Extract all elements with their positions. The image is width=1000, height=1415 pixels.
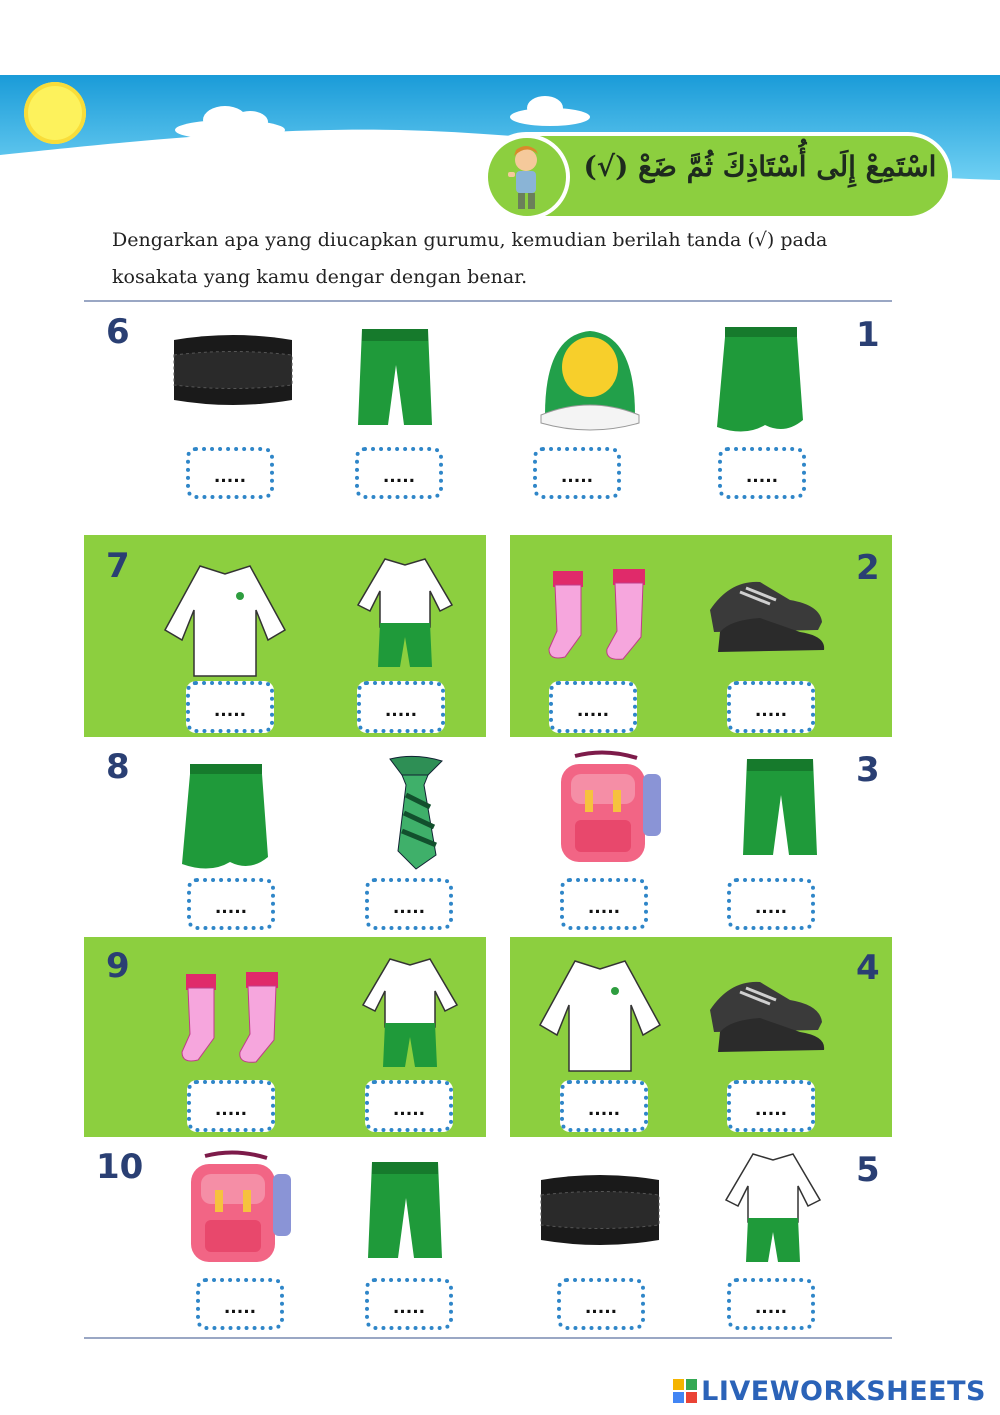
backpack-icon bbox=[545, 750, 675, 870]
pants-icon bbox=[330, 325, 460, 445]
answer-box[interactable]: ..... bbox=[718, 447, 806, 499]
uniform-icon bbox=[340, 555, 470, 675]
peci-icon bbox=[535, 1170, 665, 1290]
uniform-icon bbox=[345, 955, 475, 1075]
answer-box[interactable]: ..... bbox=[187, 1080, 275, 1132]
group-number: 2 bbox=[856, 548, 880, 588]
group-number: 9 bbox=[106, 946, 130, 986]
sun-icon bbox=[24, 82, 86, 144]
instruction-line-2: kosakata yang kamu dengar dengan benar. bbox=[112, 266, 528, 288]
answer-box[interactable]: ..... bbox=[560, 1080, 648, 1132]
socks-icon bbox=[535, 565, 665, 685]
group-number: 3 bbox=[856, 750, 880, 790]
uniform-icon bbox=[708, 1150, 838, 1270]
answer-box[interactable]: ..... bbox=[365, 878, 453, 930]
group-number: 8 bbox=[106, 747, 130, 787]
liveworksheets-logo[interactable] bbox=[673, 1376, 986, 1407]
group-number: 1 bbox=[856, 315, 880, 355]
answer-box[interactable]: ..... bbox=[727, 1278, 815, 1330]
bottom-divider bbox=[84, 1337, 892, 1339]
answer-box[interactable]: ..... bbox=[533, 447, 621, 499]
answer-box[interactable]: ..... bbox=[196, 1278, 284, 1330]
group-number: 7 bbox=[106, 546, 130, 586]
answer-box[interactable]: ..... bbox=[187, 878, 275, 930]
liveworksheets-logo-icon bbox=[673, 1379, 697, 1403]
answer-box[interactable]: ..... bbox=[365, 1278, 453, 1330]
answer-box[interactable]: ..... bbox=[357, 681, 445, 733]
group-number: 10 bbox=[96, 1147, 144, 1187]
group-number: 6 bbox=[106, 312, 130, 352]
top-divider bbox=[84, 300, 892, 302]
skirt-icon bbox=[695, 325, 825, 445]
answer-box[interactable]: ..... bbox=[186, 681, 274, 733]
answer-box[interactable]: ..... bbox=[365, 1080, 453, 1132]
answer-box[interactable]: ..... bbox=[186, 447, 274, 499]
hijab-icon bbox=[525, 325, 655, 445]
shirt-icon bbox=[535, 955, 665, 1075]
shoes-icon bbox=[700, 560, 830, 680]
group-number: 4 bbox=[856, 948, 880, 988]
answer-box[interactable]: ..... bbox=[727, 878, 815, 930]
pants-icon bbox=[340, 1158, 470, 1278]
answer-box[interactable]: ..... bbox=[727, 1080, 815, 1132]
answer-box[interactable]: ..... bbox=[727, 681, 815, 733]
tie-icon bbox=[350, 755, 480, 875]
instruction-line-1: Dengarkan apa yang diucapkan gurumu, kemudian berilah tanda (√) pada bbox=[112, 229, 828, 251]
answer-box[interactable]: ..... bbox=[355, 447, 443, 499]
answer-box[interactable]: ..... bbox=[557, 1278, 645, 1330]
boy-icon bbox=[484, 134, 570, 220]
shirt-icon bbox=[160, 560, 290, 680]
group-number: 5 bbox=[856, 1150, 880, 1190]
skirt-icon bbox=[160, 762, 290, 882]
shoes-icon bbox=[700, 960, 830, 1080]
brand-text: LIVEWORKSHEETS bbox=[701, 1376, 986, 1407]
page-title: اسْتَمِعْ إِلَى أُسْتَاذِكَ ثُمَّ ضَعْ (√) bbox=[583, 150, 937, 183]
socks-icon bbox=[168, 968, 298, 1088]
answer-box[interactable]: ..... bbox=[560, 878, 648, 930]
answer-box[interactable]: ..... bbox=[549, 681, 637, 733]
peci-icon bbox=[168, 330, 298, 450]
instruction-text bbox=[112, 222, 892, 296]
backpack-icon bbox=[175, 1150, 305, 1270]
pants-icon bbox=[715, 755, 845, 875]
